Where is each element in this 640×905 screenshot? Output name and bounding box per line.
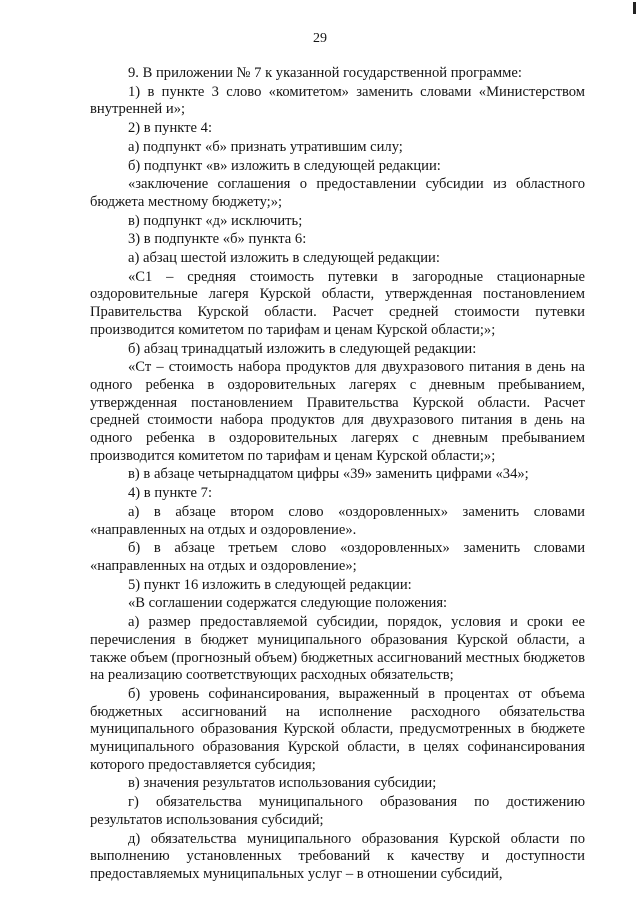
- paragraph: 4) в пункте 7:: [128, 485, 213, 502]
- document-body: [90, 65, 585, 885]
- page-number: 29: [313, 31, 327, 46]
- paragraph: а) подпункт «б» признать утратившим силу;: [128, 138, 403, 155]
- paragraph: д) обязательства муниципального образования Курской области по выполнению установленных требований к качеству и доступности предоставляемых муниципальных услуг – в отношении субсидий,: [90, 830, 585, 882]
- scan-corner-mark: [633, 2, 636, 14]
- paragraph: в) подпункт «д» исключить;: [128, 212, 303, 229]
- paragraph: а) в абзаце втором слово «оздоровленных» заменить словами «направленных на отдых и оздоровление».: [90, 503, 585, 538]
- paragraph: в) в абзаце четырнадцатом цифры «39» заменить цифрами «34»;: [128, 466, 529, 483]
- paragraph: 5) пункт 16 изложить в следующей редакции:: [128, 576, 412, 593]
- paragraph: 1) в пункте 3 слово «комитетом» заменить словами «Министерством внутренней и»;: [90, 83, 585, 118]
- paragraph: в) значения результатов использования субсидии;: [128, 775, 437, 792]
- paragraph: а) размер предоставляемой субсидии, порядок, условия и сроки ее перечисления в бюджет муниципального образования Курской области, а также объем (прогнозный объем) бюджетных ассигнований местных бюджетов на реализацию соответствующих расходных обязательств;: [90, 614, 585, 684]
- paragraph: «заключение соглашения о предоставлении субсидии из областного бюджета местному бюджету;»;: [90, 176, 585, 210]
- paragraph: 2) в пункте 4:: [128, 120, 213, 137]
- paragraph: б) абзац тринадцатый изложить в следующей редакции:: [128, 340, 477, 357]
- paragraph: б) в абзаце третьем слово «оздоровленных» заменить словами «направленных на отдых и оздоровление»;: [90, 540, 585, 574]
- paragraph: б) подпункт «в» изложить в следующей редакции:: [128, 157, 441, 174]
- paragraph: «С1 – средняя стоимость путевки в загородные стационарные оздоровительные лагеря Курской области, утвержденная постановлением Правительства Курской области. Расчет средней стоимости путевки производится комитетом по тарифам и ценам Курской области;»;: [90, 268, 585, 338]
- paragraph: 3) в подпункте «б» пункта 6:: [128, 231, 307, 248]
- paragraph: б) уровень софинансирования, выраженный в процентах от объема бюджетных ассигнований на исполнение расходного обязательства муниципального образования Курской области, предусмотренных в бюджете муниципального образования Курской области, в целях софинансирования которого предоставляется субсидия;: [90, 685, 585, 773]
- paragraph: а) абзац шестой изложить в следующей редакции:: [128, 250, 440, 267]
- paragraph: «В соглашении содержатся следующие положения:: [128, 595, 448, 612]
- paragraph: «Ст – стоимость набора продуктов для двухразового питания в день на одного ребенка в оздоровительных лагерях с дневным пребыванием, утвержденная постановлением Правительства Курской области. Расчет средней стоимости набора продуктов для двухразового питания в день на одного ребенка в оздоровительных лагерях с дневным пребыванием производится комитетом по тарифам и ценам Курской области;»;: [90, 359, 585, 464]
- paragraph: г) обязательства муниципального образования по достижению результатов использования субсидий;: [90, 794, 585, 828]
- paragraph: 9. В приложении № 7 к указанной государственной программе:: [128, 65, 522, 81]
